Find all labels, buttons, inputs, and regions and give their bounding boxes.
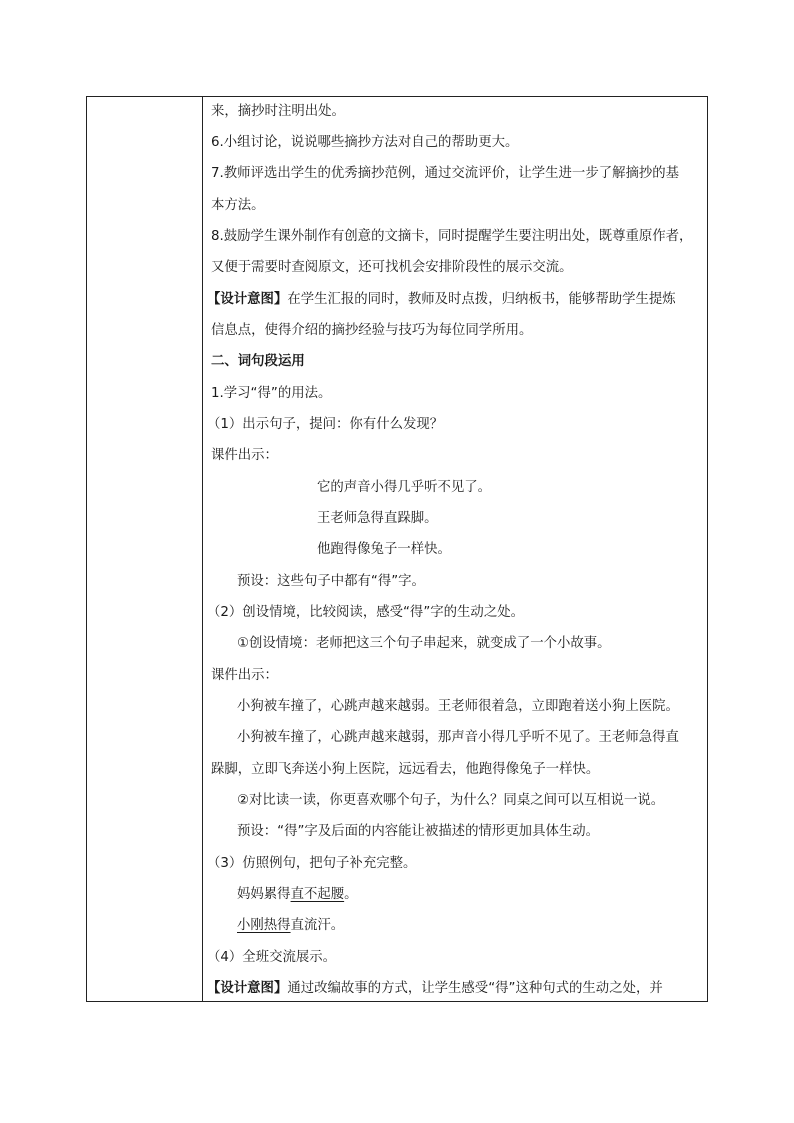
example-sentence: 王老师急得直跺脚。 <box>317 511 438 526</box>
text-line: 8.鼓励学生课外制作有创意的文摘卡，同时提醒学生要注明出处，既尊重原作者， <box>211 229 693 244</box>
text-line: ②对比读一读，你更喜欢哪个句子，为什么？同桌之间可以互相说一说。 <box>237 793 665 808</box>
text-span: 在学生汇报的同时，教师及时点拨，归纳板书，能够帮助学生提炼 <box>287 292 676 307</box>
text-line: 1.学习“得”的用法。 <box>211 386 332 401</box>
underlined-answer: 小刚热得 <box>237 918 291 933</box>
text-line: 小狗被车撞了，心跳声越来越弱，那声音小得几乎听不见了。王老师急得直 <box>237 730 679 745</box>
example-sentence: 它的声音小得几乎听不见了。 <box>317 480 492 495</box>
exercise-sentence <box>237 917 344 935</box>
text-line: 来，摘抄时注明出处。 <box>211 104 345 119</box>
text-line: （1）出示句子，提问：你有什么发现？ <box>207 417 444 432</box>
text-span: 直流汗。 <box>290 918 345 933</box>
text-span: 通过改编故事的方式，让学生感受“得”这种句式的生动之处，并 <box>287 981 663 996</box>
design-intent-line <box>207 291 676 309</box>
text-line: 预设：“得”字及后面的内容能让被描述的情形更加具体生动。 <box>237 824 600 839</box>
text-line: （2）创设情境，比较阅读，感受“得”字的生动之处。 <box>207 605 524 620</box>
underlined-answer: 直不起腰 <box>290 887 345 902</box>
column-divider <box>202 97 203 1001</box>
text-line: 跺脚，立即飞奔送小狗上医院，远远看去，他跑得像兔子一样快。 <box>211 762 600 777</box>
example-sentence: 他跑得像兔子一样快。 <box>317 542 451 557</box>
lesson-table <box>86 96 708 1002</box>
exercise-sentence <box>237 886 358 904</box>
text-line: 6.小组讨论，说说哪些摘抄方法对自己的帮助更大。 <box>211 135 519 150</box>
text-line: 7.教师评选出学生的优秀摘抄范例，通过交流评价，让学生进一步了解摘抄的基 <box>211 166 680 181</box>
text-line: 预设：这些句子中都有“得”字。 <box>237 574 425 589</box>
text-line: 课件出示： <box>211 668 278 683</box>
section-heading: 二、词句段运用 <box>211 354 305 369</box>
design-intent-label: 【设计意图】 <box>207 292 288 307</box>
text-line: 又便于需要时查阅原文，还可找机会安排阶段性的展示交流。 <box>211 260 573 275</box>
text-span: 妈妈累得 <box>237 887 291 902</box>
text-line: 信息点，使得介绍的摘抄经验与技巧为每位同学所用。 <box>211 323 533 338</box>
text-line: 小狗被车撞了，心跳声越来越弱。王老师很着急，立即跑着送小狗上医院。 <box>237 699 679 714</box>
text-line: 课件出示： <box>211 448 278 463</box>
design-intent-label: 【设计意图】 <box>207 981 288 996</box>
text-line: （4）全班交流展示。 <box>207 950 337 965</box>
design-intent-line <box>207 980 663 998</box>
text-span: 。 <box>344 887 358 902</box>
text-line: （3）仿照例句，把句子补充完整。 <box>207 856 417 871</box>
text-line: ①创设情境：老师把这三个句子串起来，就变成了一个小故事。 <box>237 636 611 651</box>
text-line: 本方法。 <box>211 198 265 213</box>
